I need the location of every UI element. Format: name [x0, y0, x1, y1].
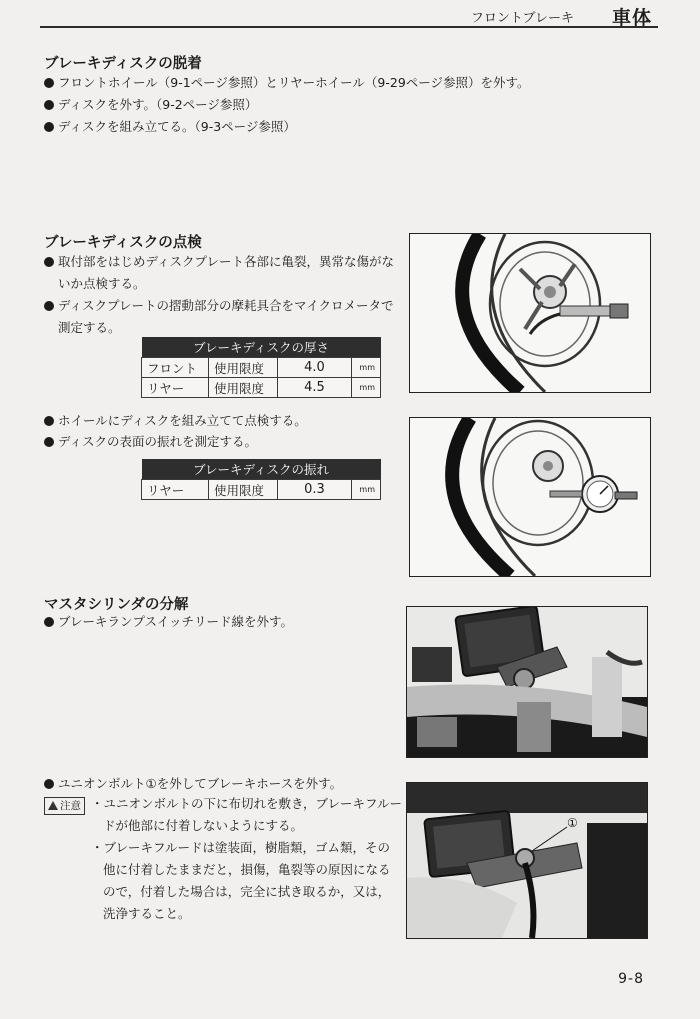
bullet-icon [44, 257, 54, 267]
bullet-icon [44, 301, 54, 311]
bullet-icon [44, 78, 54, 88]
list-item: ユニオンボルト①を外してブレーキホースを外す。 [44, 773, 342, 795]
caution-text: ・ブレーキフルードは塗装面，樹脂類，ゴム類，その [91, 840, 391, 855]
bullet-icon [44, 416, 54, 426]
bullet-icon [44, 437, 54, 447]
caution-text: 他に付着したままだと，損傷，亀裂等の原因になる [103, 862, 391, 877]
list-item-continued: 測定する。 [58, 320, 121, 335]
heading-master-cylinder: マスタシリンダの分解 [44, 597, 189, 613]
list-item: ディスクを外す。（9-2ページ参照） [44, 94, 257, 116]
caution-text: ので，付着した場合は，完全に拭き取るか，又は， [103, 884, 391, 899]
page-header [40, 6, 658, 29]
header-section: フロントブレーキ [470, 11, 574, 26]
list-item: ディスクの表面の振れを測定する。 [44, 431, 257, 453]
runout-table [141, 459, 381, 500]
caution-triangle-icon [48, 801, 58, 810]
list-item: 取付部をはじめディスクプレート各部に亀裂，異常な傷がな [44, 251, 394, 273]
table-row: リヤー 使用限度 0.3 mm [142, 480, 381, 500]
callout-1: ① [567, 816, 578, 830]
caution-text: ・ユニオンボルトの下に布切れを敷き，ブレーキフルー [91, 796, 403, 811]
heading-disc-inspection: ブレーキディスクの点検 [44, 235, 202, 251]
caution-badge: 注意 [44, 797, 85, 815]
photo-brake-lamp-switch [406, 606, 648, 758]
header-rule [40, 26, 658, 28]
bullet-icon [44, 779, 54, 789]
photo-micrometer-measurement [409, 233, 651, 393]
photo-union-bolt [406, 782, 648, 939]
caution-box [44, 794, 85, 815]
bullet-icon [44, 122, 54, 132]
page-number: 9-8 [618, 971, 644, 987]
table-row: フロント 使用限度 4.0 mm [142, 358, 381, 378]
runout-table-title: ブレーキディスクの振れ [142, 459, 381, 480]
list-item-continued: いか点検する。 [58, 276, 146, 291]
list-item: フロントホイール（9-1ページ参照）とリヤーホイール（9-29ページ参照）を外す。 [44, 72, 530, 94]
list-item: ブレーキランプスイッチリード線を外す。 [44, 611, 293, 633]
header-chapter: 車体 [611, 7, 652, 29]
heading-disc-removal: ブレーキディスクの脱着 [44, 56, 202, 72]
thickness-table-title: ブレーキディスクの厚さ [142, 337, 381, 358]
thickness-table [141, 337, 381, 398]
photo-runout-measurement [409, 417, 651, 577]
list-item: ディスクを組み立てる。（9-3ページ参照） [44, 116, 296, 138]
caution-text: ドが他部に付着しないようにする。 [103, 818, 304, 833]
bullet-icon [44, 100, 54, 110]
bullet-icon [44, 617, 54, 627]
list-item: ホイールにディスクを組み立てて点検する。 [44, 410, 307, 432]
list-item: ディスクプレートの摺動部分の摩耗具合をマイクロメータで [44, 295, 394, 317]
caution-text: 洗浄すること。 [103, 906, 191, 921]
table-row: リヤー 使用限度 4.5 mm [142, 378, 381, 398]
